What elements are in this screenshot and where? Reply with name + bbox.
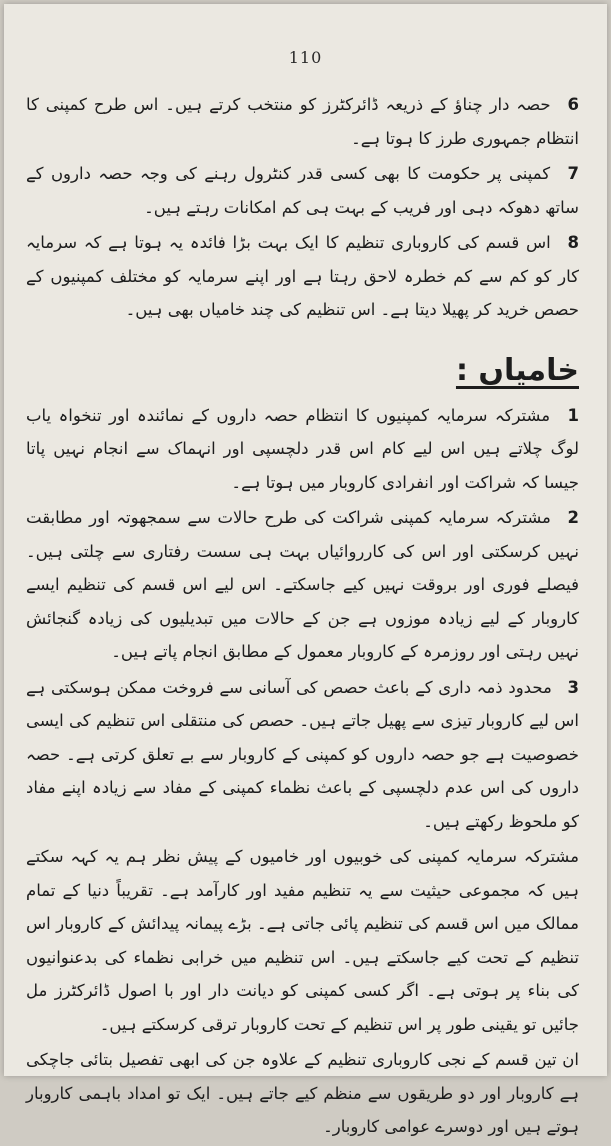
item-number: 2 (567, 508, 579, 527)
item-number: 1 (567, 405, 580, 425)
item-number: 7 (567, 164, 579, 183)
section-heading: خامیاں : (455, 352, 579, 388)
list-item (26, 226, 579, 327)
list-item (26, 671, 579, 839)
closing-paragraph: ان تین قسم کے نجی کاروباری تنظیم کے علاوہ جن کی ابھی تفصیل بتائی جاچکی ہے کاروبار اور دو طریقوں سے منظم کیے جاتے ہیں۔ ایک تو امداد باہمی کاروبار ہوتے ہیں اور دوسرے عوامی کاروبار۔ (26, 1050, 579, 1136)
page-body (26, 88, 579, 1146)
conclusion-paragraph: مشترکہ سرمایہ کمپنی کی خوبیوں اور خامیوں کے پیش نظر ہم یہ کہہ سکتے ہیں کہ مجموعی حیثیت سے یہ تنظیم مفید اور کارآمد ہے۔ تقریباً دنیا کے تمام ممالک میں اس قسم کی تنظیم پائی جاتی ہے۔ بڑے پیمانہ پیدائش کے کاروبار اس تنظیم کے تحت کیے جاسکتے ہیں۔ اس تنظیم میں خرابی نظماء کی بدعنوانیوں کی بناء پر ہوتی ہے۔ اگر کسی کمپنی کو دیانت دار اور با اصول ڈائرکٹرز مل جائیں تو یقینی طور پر اس تنظیم کے تحت کاروبار ترقی کرسکتے ہیں۔ (26, 847, 579, 1034)
item-number: 6 (567, 95, 579, 114)
item-text: اس قسم کی کاروباری تنظیم کا ایک بہت بڑا فائدہ یہ ہوتا ہے کہ سرمایہ کار کو کم سے کم خطرہ لاحق رہتا ہے اور اپنے سرمایہ کو مختلف کمپنیوں کے حصص خرید کر پھیلا دیتا ہے۔ اس تنظیم کی چند خامیاں بھی ہیں۔ (26, 233, 579, 319)
list-item (26, 88, 579, 155)
item-number: 8 (567, 233, 579, 252)
item-text: مشترکہ سرمایہ کمپنیوں کا انتظام حصہ داروں کے نمائندہ اور تنخواہ یاب لوگ چلاتے ہیں اس لیے کام اس قدر دلچسپی اور انہماک سے انجام نہیں پاتا جیسا کہ شراکت اور انفرادی کاروبار میں ہوتا ہے۔ (26, 405, 579, 492)
item-text: حصہ دار چناؤ کے ذریعہ ڈائرکٹرز کو منتخب کرتے ہیں۔ اس طرح کمپنی کا انتظام جمہوری طرز کا ہوتا ہے۔ (26, 95, 579, 148)
list-item (26, 501, 579, 669)
book-page (4, 4, 607, 1136)
page-number: 110 (288, 48, 323, 67)
list-item (26, 157, 579, 224)
list-item (26, 399, 579, 500)
item-text: محدود ذمہ داری کے باعث حصص کی آسانی سے فروخت ممکن ہوسکتی ہے اس لیے کاروبار تیزی سے پھیل جاتے ہیں۔ حصص کی منتقلی اس تنظیم کی ایسی خصوصیت ہے جو حصہ داروں کو کمپنی کے کاروبار سے بے تعلق کرتی ہے۔ حصہ داروں کی اس عدم دلچسپی کے باعث نظماء کمپنی کے مفاد سے زیادہ اپنے مفاد کو ملحوظ رکھتے ہیں۔ (26, 677, 579, 831)
item-number: 3 (567, 677, 579, 697)
item-text: کمپنی پر حکومت کا بھی کسی قدر کنٹرول رہنے کی وجہ حصہ داروں کے ساتھ دھوکہ دہی اور فریب کے بہت ہی کم امکانات رہتے ہیں۔ (26, 164, 579, 217)
item-text: مشترکہ سرمایہ کمپنی شراکت کی طرح حالات سے سمجھوتہ اور مطابقت نہیں کرسکتی اور اس کی کارروائیاں بہت ہی سست رفتاری سے چلتی ہیں۔ فیصلے فوری اور بروقت نہیں کیے جاسکتے۔ اس لیے اس قسم کی تنظیم ایسے کاروبار کے لیے زیادہ موزوں ہے جن کے حالات میں تبدیلیوں کی زیادہ گنجائش نہیں رہتی اور روزمرہ کے کاروبار معمول کے مطابق انجام پاتے ہیں۔ (26, 508, 579, 661)
